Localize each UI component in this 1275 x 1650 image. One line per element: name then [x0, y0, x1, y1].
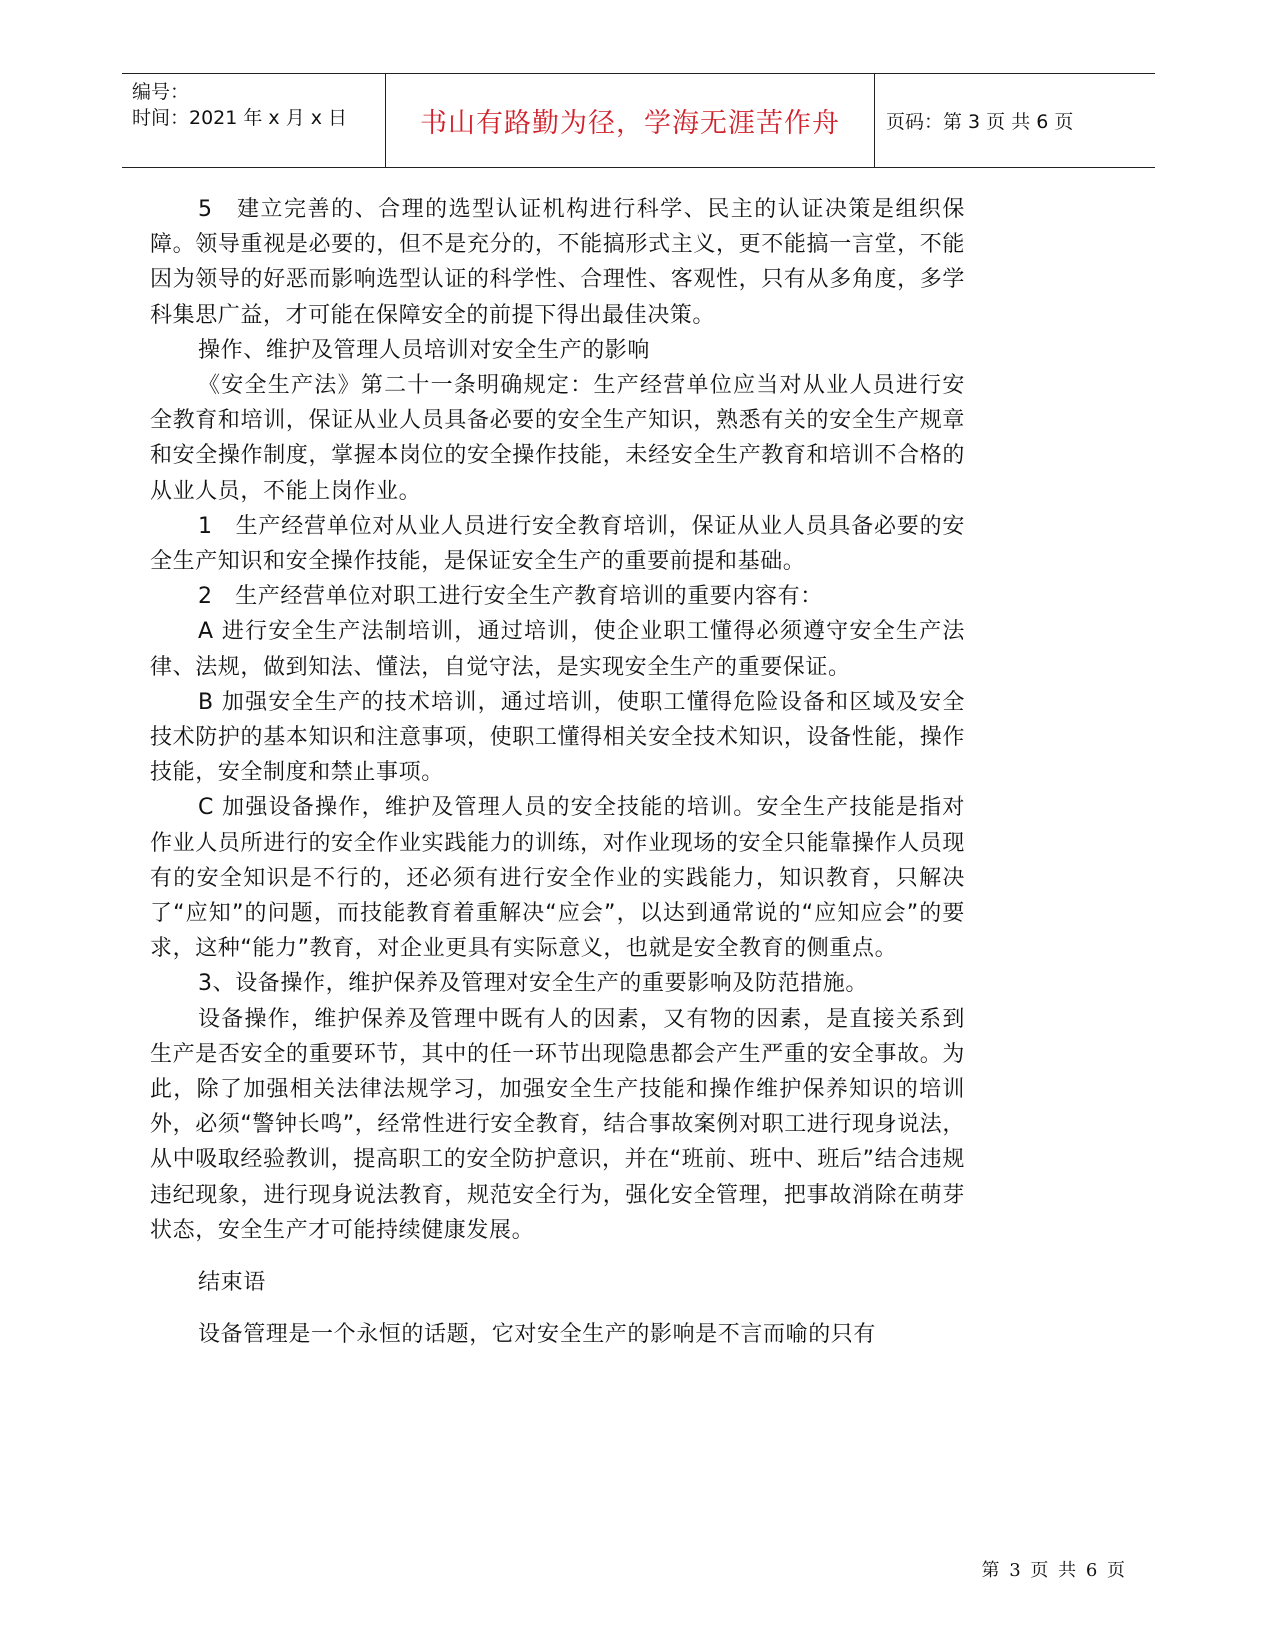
header-page-cell	[875, 74, 1155, 167]
document-number-label: 编号：	[132, 81, 190, 103]
paragraph: 2 生产经营单位对职工进行安全生产教育培训的重要内容有：	[198, 584, 823, 610]
paragraph: 设备操作，维护保养及管理中既有人的因素，又有物的因素，是直接关系到生产是否安全的重要环节，其中的任一环节出现隐患都会产生严重的安全事故。为此，除了加强相关法律法规学习，加强安全生产技能和操作维护保养知识的培训外，必须“警钟长鸣”，经常性进行安全教育，结合事故案例对职工进行现身说法，从中吸取经验教训，提高职工的安全防护意识，并在“班前、班中、班后”结合违规违纪现象，进行现身说法教育，规范安全行为，强化安全管理，把事故消除在萌芽状态，安全生产才可能持续健康发展。	[150, 1006, 965, 1243]
document-header	[122, 73, 1155, 168]
conclusion-heading: 结束语	[198, 1270, 266, 1296]
paragraph: A 进行安全生产法制培训，通过培训，使企业职工懂得必须遵守安全生产法律、法规，做到知法、懂法，自觉守法，是实现安全生产的重要保证。	[150, 619, 965, 680]
document-body	[150, 192, 965, 1353]
document-time-label: 时间：2021 年 x 月 x 日	[132, 107, 348, 129]
spacer	[150, 1300, 965, 1317]
header-meta-cell	[122, 74, 386, 167]
conclusion-paragraph: 设备管理是一个永恒的话题，它对安全生产的影响是不言而喻的只有	[198, 1322, 877, 1348]
section-heading: 3、设备操作，维护保养及管理对安全生产的重要影响及防范措施。	[198, 971, 868, 997]
header-motto-cell	[386, 74, 875, 167]
header-motto: 书山有路勤为径，学海无涯苦作舟	[420, 108, 840, 139]
paragraph: 5 建立完善的、合理的选型认证机构进行科学、民主的认证决策是组织保障。领导重视是必要的，但不是充分的，不能搞形式主义，更不能搞一言堂，不能因为领导的好恶而影响选型认证的科学性、合理性、客观性，只有从多角度，多学科集思广益，才可能在保障安全的前提下得出最佳决策。	[150, 197, 965, 328]
paragraph: 《安全生产法》第二十一条明确规定：生产经营单位应当对从业人员进行安全教育和培训，保证从业人员具备必要的安全生产知识，熟悉有关的安全生产规章和安全操作制度，掌握本岗位的安全操作技能，未经安全生产教育和培训不合格的从业人员，不能上岗作业。	[150, 373, 965, 504]
section-heading: 操作、维护及管理人员培训对安全生产的影响	[198, 337, 651, 363]
paragraph: 1 生产经营单位对从业人员进行安全教育培训，保证从业人员具备必要的安全生产知识和安全操作技能，是保证安全生产的重要前提和基础。	[150, 513, 965, 575]
page-footer: 第 3 页 共 6 页	[981, 1560, 1127, 1581]
header-page-info: 页码：第 3 页 共 6 页	[886, 111, 1074, 133]
paragraph: C 加强设备操作，维护及管理人员的安全技能的培训。安全生产技能是指对作业人员所进行的安全作业实践能力的训练，对作业现场的安全只能靠操作人员现有的安全知识是不行的，还必须有进行安全作业的实践能力，知识教育，只解决了“应知”的问题，而技能教育着重解决“应会”，以达到通常说的“应知应会”的要求，这种“能力”教育，对企业更具有实际意义，也就是安全教育的侧重点。	[150, 795, 965, 962]
spacer	[150, 1248, 965, 1265]
paragraph: B 加强安全生产的技术培训，通过培训，使职工懂得危险设备和区域及安全技术防护的基本知识和注意事项，使职工懂得相关安全技术知识，设备性能，操作技能，安全制度和禁止事项。	[150, 689, 965, 786]
